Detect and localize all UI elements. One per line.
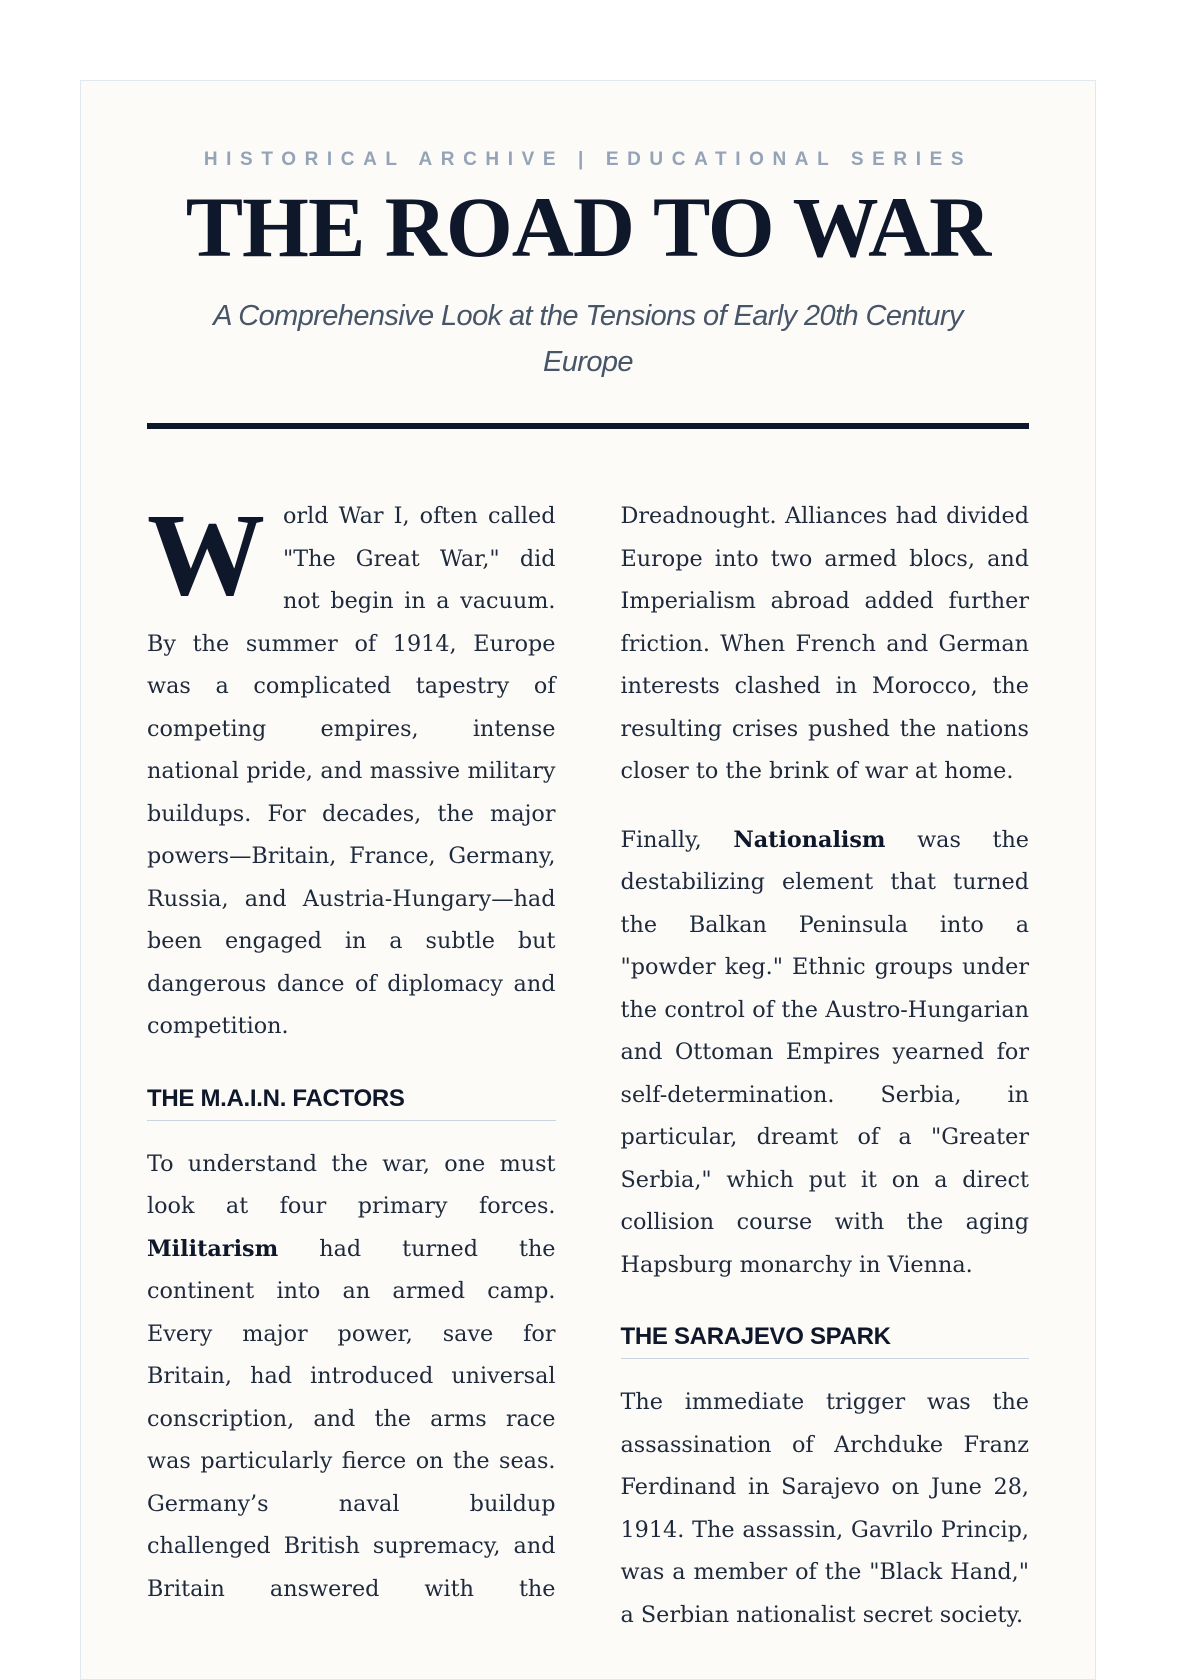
sarajevo-paragraph: The immediate trigger was the assassination of Archduke Franz Ferdinand in Sarajevo on June 28, 1914. The assassin, Gavrilo Princip, was a member of the "Black Hand," a Serbian nationalist secret society. xyxy=(620,1389,1029,1628)
drop-cap: W xyxy=(147,489,265,620)
intro-paragraph xyxy=(147,489,556,1048)
series-kicker: HISTORICAL ARCHIVE | EDUCATIONAL SERIES xyxy=(203,149,973,170)
paragraph-text: Finally, xyxy=(620,826,734,853)
page-title: THE ROAD TO WAR xyxy=(185,179,991,275)
section-heading-main-factors: THE M.A.I.N. FACTORS xyxy=(147,1074,556,1121)
page-subtitle: A Comprehensive Look at the Tensions of Early 20th Century Europe xyxy=(213,300,963,378)
article-body xyxy=(147,489,1030,1636)
paragraph-text: friction. When French and German interests clashed in Morocco, the resulting crises pushed the nations closer to the brink of war at home. xyxy=(620,630,1029,784)
paragraph-text: To understand the war, one must look at four primary forces. xyxy=(147,1150,556,1219)
paragraph-text: had turned the continent into an armed camp. Every major power, save for Britain, had introduced universal conscription, and the arms race was particularly fierce on the seas. Germany’s naval buildup challenged British supremacy, and Britain answered with the Dreadnought. Alliances had divided Europe into two armed blocs, and Imperialism abroad added further xyxy=(147,503,1029,1602)
title-divider xyxy=(147,423,1029,429)
article-card xyxy=(80,80,1096,1680)
paragraph-text: was the destabilizing element that turned the Balkan Peninsula into a "powder keg." Ethnic groups under the control of the Austro-Hungarian and Ottoman Empires yearned for self-determination. Serbia, in particular, dreamt of a "Greater Serbia," which put it on a direct collision course with the aging Hapsburg monarchy in Vienna. xyxy=(620,826,1030,1278)
nationalism-paragraph xyxy=(621,819,1030,1287)
intro-text: orld War I, often called "The Great War," did not begin in a vacuum. By the summer of 1914, Europe was a complicated tapestry of competing empires, intense national pride, and massive military buildups. For decades, the major powers—Britain, France, Germany, Russia, and Austria-Hungary—had been engaged in a subtle but dangerous dance of diplomacy and competition. xyxy=(147,503,556,1039)
term-nationalism: Nationalism xyxy=(733,826,886,853)
term-militarism: Militarism xyxy=(147,1235,279,1262)
section-heading-sarajevo: THE SARAJEVO SPARK xyxy=(621,1312,1030,1359)
